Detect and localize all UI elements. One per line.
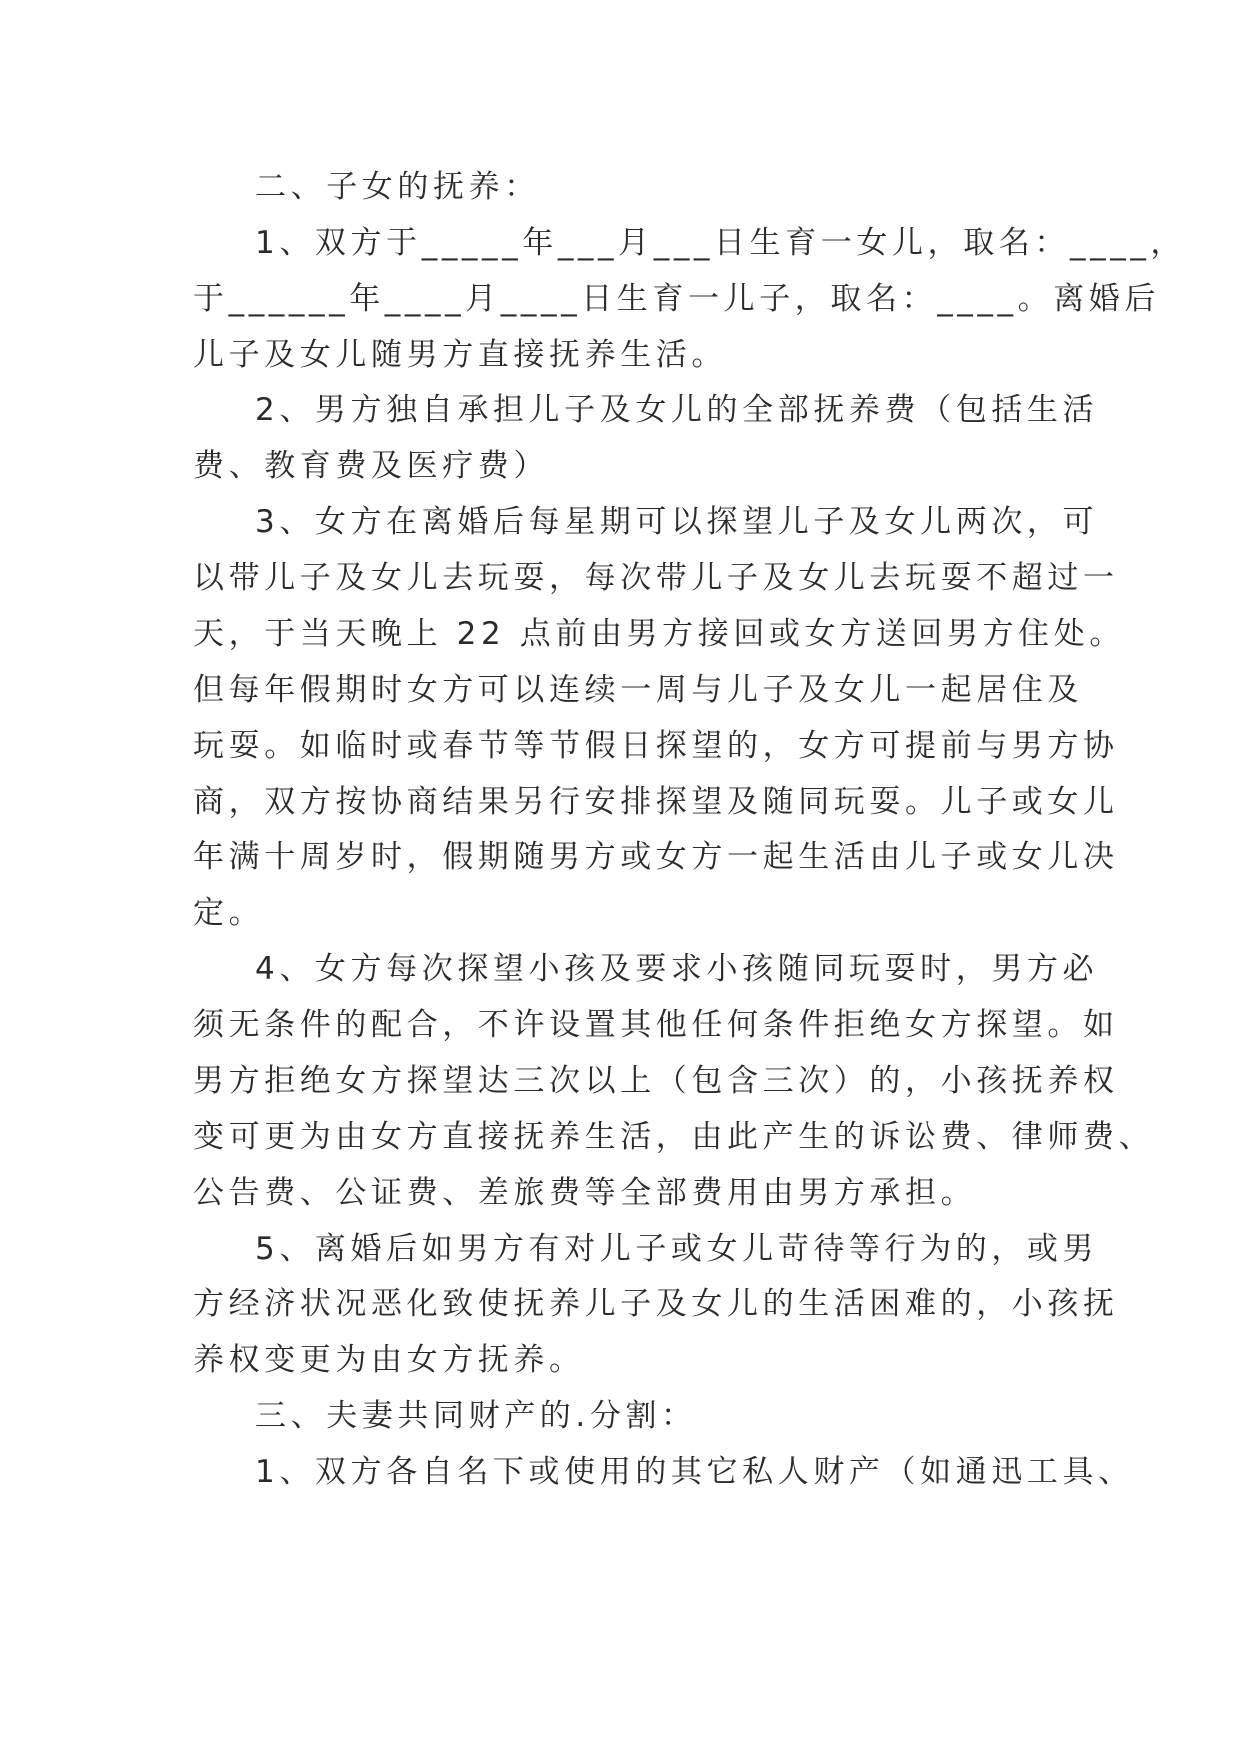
paragraph-line: 定。 — [193, 895, 265, 931]
paragraph-line: 费、教育费及医疗费） — [193, 448, 549, 484]
paragraph-line: 但每年假期时女方可以连续一周与儿子及女儿一起居住及 — [193, 672, 1083, 708]
paragraph-line: 年满十周岁时，假期随男方或女方一起生活由儿子或女儿决 — [193, 839, 1119, 875]
paragraph-line: 商，双方按协商结果另行安排探望及随同玩耍。儿子或女儿 — [193, 784, 1119, 820]
paragraph-line: 4、女方每次探望小孩及要求小孩随同玩耍时，男方必 — [255, 951, 1099, 987]
section-heading-child-custody: 二、子女的抚养： — [255, 169, 540, 205]
section-heading-property-division: 三、夫妻共同财产的.分割： — [255, 1398, 697, 1434]
paragraph-line: 公告费、公证费、差旅费等全部费用由男方承担。 — [193, 1175, 977, 1211]
paragraph-line: 3、女方在离婚后每星期可以探望儿子及女儿两次，可 — [255, 504, 1099, 540]
paragraph-line: 须无条件的配合，不许设置其他任何条件拒绝女方探望。如 — [193, 1007, 1119, 1043]
paragraph-line: 玩耍。如临时或春节等节假日探望的，女方可提前与男方协 — [193, 728, 1119, 764]
paragraph-line: 以带儿子及女儿去玩耍，每次带儿子及女儿去玩耍不超过一 — [193, 560, 1119, 596]
paragraph-line: 1、双方各自名下或使用的其它私人财产（如通迅工具、 — [255, 1454, 1134, 1490]
paragraph-line: 5、离婚后如男方有对儿子或女儿苛待等行为的，或男 — [255, 1231, 1099, 1267]
paragraph-line: 儿子及女儿随男方直接抚养生活。 — [193, 337, 727, 373]
paragraph-line: 养权变更为由女方抚养。 — [193, 1342, 585, 1378]
paragraph-line: 方经济状况恶化致使抚养儿子及女儿的生活困难的，小孩抚 — [193, 1286, 1119, 1322]
paragraph-line: 天，于当天晚上 22 点前由男方接回或女方送回男方住处。 — [193, 616, 1125, 652]
paragraph-line: 于______年____月____日生育一儿子，取名：____。离婚后 — [193, 281, 1160, 317]
paragraph-line: 变可更为由女方直接抚养生活，由此产生的诉讼费、律师费、 — [193, 1119, 1155, 1155]
paragraph-line: 男方拒绝女方探望达三次以上（包含三次）的，小孩抚养权 — [193, 1063, 1119, 1099]
paragraph-line: 2、男方独自承担儿子及女儿的全部抚养费（包括生活 — [255, 392, 1099, 428]
paragraph-line: 1、双方于_____年___月___日生育一女儿，取名：____， — [255, 225, 1187, 261]
